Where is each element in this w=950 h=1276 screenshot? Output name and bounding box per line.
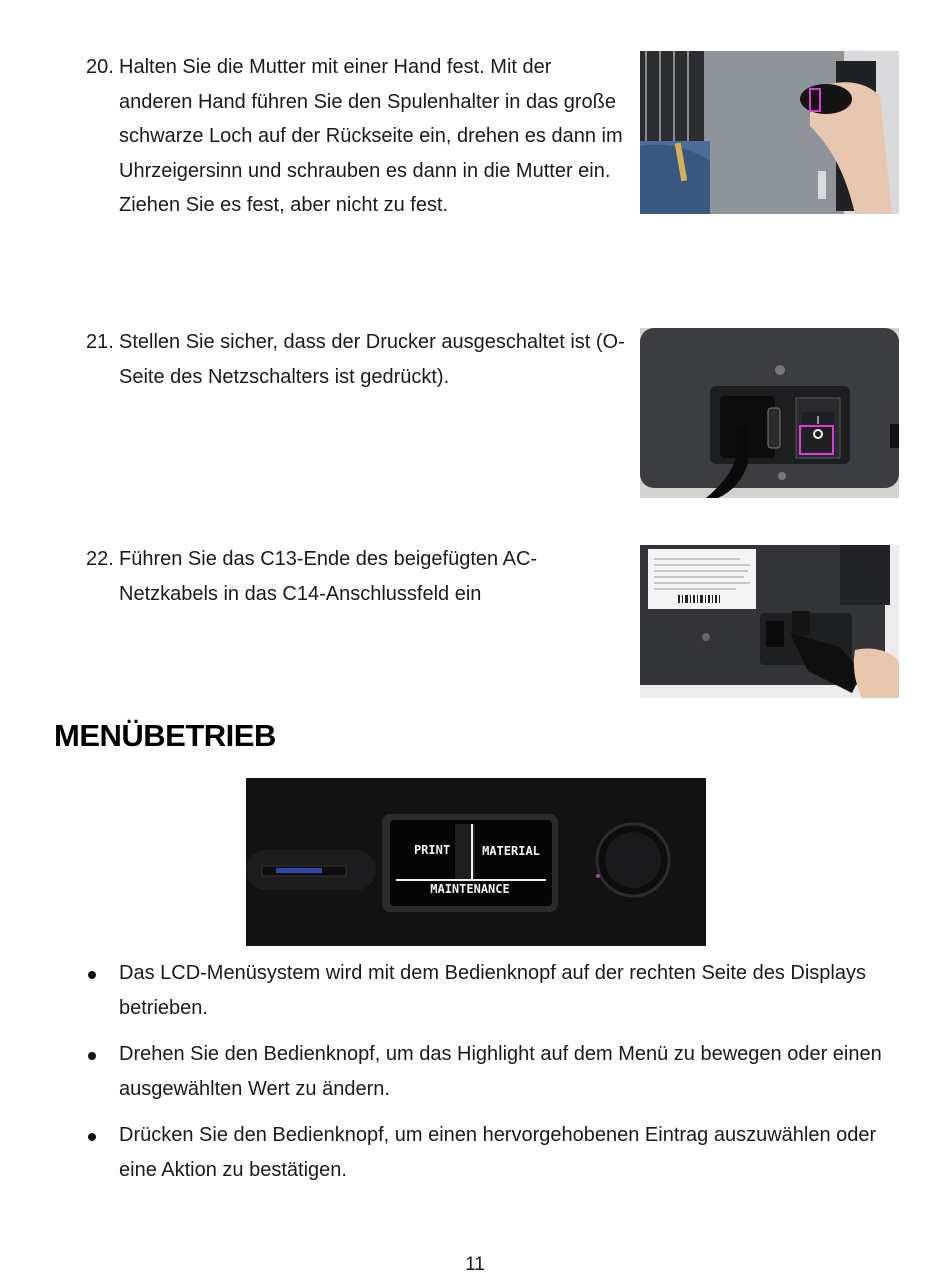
list-item bbox=[86, 1118, 906, 1187]
lcd-menu-maintenance: MAINTENANCE bbox=[430, 882, 510, 896]
list-item bbox=[86, 956, 906, 1025]
lcd-menu-print: PRINT bbox=[413, 843, 451, 857]
list-item-text: Drücken Sie den Bedienknopf, um einen hervorgehobenen Eintrag auszuwählen oder eine Aktion zu bestätigen. bbox=[119, 1124, 877, 1181]
step-number: 21. bbox=[86, 331, 114, 353]
power-switch-photo bbox=[640, 328, 899, 498]
switch-on-mark: I bbox=[816, 414, 820, 427]
step-20 bbox=[86, 50, 626, 223]
section-heading: MENÜBETRIEB bbox=[54, 718, 276, 753]
step-text: Halten Sie die Mutter mit einer Hand fest. Mit der anderen Hand führen Sie den Spulenhalter in das große schwarze Loch auf der Rückseite ein, drehen es dann im Uhrzeigersinn und schrauben es dann in die Mutter ein. Ziehen Sie es fest, aber nicht zu fest. bbox=[119, 56, 623, 216]
step-text: Führen Sie das C13-Ende des beigefügten AC-Netzkabels in das C14-Anschlussfeld ein bbox=[119, 548, 538, 605]
step-number: 22. bbox=[86, 548, 114, 570]
bullet-icon bbox=[88, 1133, 96, 1141]
step-22 bbox=[86, 542, 626, 611]
spool-holder-photo bbox=[640, 51, 899, 214]
list-item-text: Drehen Sie den Bedienknopf, um das Highlight auf dem Menü zu bewegen oder einen ausgewählten Wert zu ändern. bbox=[119, 1043, 882, 1100]
bullet-icon bbox=[88, 971, 96, 979]
list-item bbox=[86, 1037, 906, 1106]
power-cable-photo bbox=[640, 545, 899, 698]
step-number: 20. bbox=[86, 56, 114, 78]
bullet-icon bbox=[88, 1052, 96, 1060]
list-item-text: Das LCD-Menüsystem wird mit dem Bedienknopf auf der rechten Seite des Displays betrieben. bbox=[119, 962, 866, 1019]
step-21 bbox=[86, 325, 626, 394]
page-number: 11 bbox=[465, 1254, 485, 1275]
lcd-menu-material: MATERIAL bbox=[482, 844, 540, 858]
lcd-menu-photo bbox=[246, 778, 706, 946]
menu-instructions-list bbox=[86, 956, 906, 1199]
step-text: Stellen Sie sicher, dass der Drucker ausgeschaltet ist (O-Seite des Netzschalters ist gedrückt). bbox=[119, 331, 625, 388]
